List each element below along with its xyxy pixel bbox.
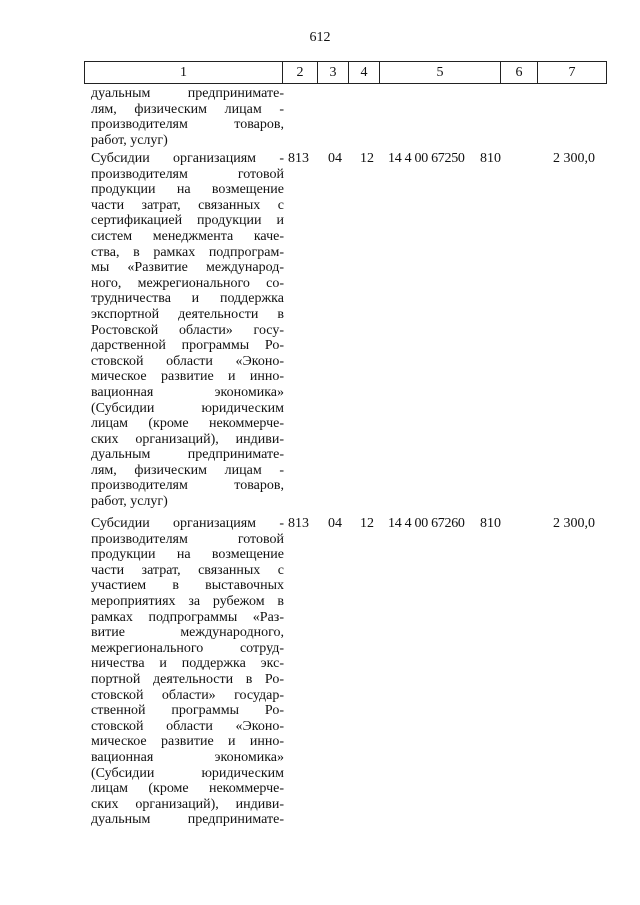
desc-line: мероприятиях за рубежом в [91, 593, 284, 609]
desc-line: ства, в рамках подпрограм- [91, 244, 284, 260]
desc-line: сертификацией продукции и [91, 213, 284, 229]
table-header [84, 61, 607, 84]
row-description [91, 516, 284, 828]
desc-line: мы «Развитие международ- [91, 260, 284, 276]
vr-code: 810 [480, 516, 501, 531]
desc-line: производителям товаров, [91, 117, 284, 133]
desc-line: работ, услуг) [91, 494, 168, 510]
header-col-3: 3 [318, 62, 349, 84]
desc-line: лицам (кроме некоммерче- [91, 416, 284, 432]
desc-line: трудничества и поддержка [91, 291, 284, 307]
pr-code: 12 [360, 151, 374, 166]
desc-line: вационная экономика» [91, 749, 284, 765]
sum-value: 2 300,0 [553, 151, 595, 166]
continuation-description [91, 86, 284, 148]
sum-value: 2 300,0 [553, 516, 595, 531]
desc-line: Субсидии организациям - [91, 151, 284, 166]
desc-line: рамках подпрограммы «Раз- [91, 609, 284, 625]
desc-line: мическое развитие и инно- [91, 734, 284, 750]
desc-line: дарственной программы Ро- [91, 338, 284, 354]
header-col-2: 2 [283, 62, 318, 84]
desc-line: ских организаций), индиви- [91, 796, 284, 812]
desc-line: ских организаций), индиви- [91, 431, 284, 447]
desc-line: лям, физическим лицам - [91, 462, 284, 478]
desc-line: вационная экономика» [91, 384, 284, 400]
desc-line: ного, межрегионального со- [91, 275, 284, 291]
header-col-1: 1 [85, 62, 283, 84]
desc-line: межрегионального сотруд- [91, 640, 284, 656]
desc-line: витие международного, [91, 625, 284, 641]
csr-code: 14 4 00 67260 [388, 516, 465, 531]
desc-line: лям, физическим лицам - [91, 101, 284, 117]
desc-line: стовской области» государ- [91, 687, 284, 703]
desc-line: продукции на возмещение [91, 547, 284, 563]
desc-line: дуальным предпринимате- [91, 812, 284, 828]
desc-line: дуальным предпринимате- [91, 86, 284, 101]
header-col-4: 4 [349, 62, 380, 84]
desc-line: стовской области «Эконо- [91, 718, 284, 734]
desc-line: продукции на возмещение [91, 182, 284, 198]
ved-code: 813 [288, 516, 309, 531]
desc-line: части затрат, связанных с [91, 562, 284, 578]
desc-line: мическое развитие и инно- [91, 369, 284, 385]
desc-line: Субсидии организациям - [91, 516, 284, 531]
desc-line: Ростовской области» госу- [91, 322, 284, 338]
desc-line: лицам (кроме некоммерче- [91, 781, 284, 797]
desc-line: производителям товаров, [91, 478, 284, 494]
rz-code: 04 [328, 151, 342, 166]
page-number: 612 [309, 30, 331, 45]
ved-code: 813 [288, 151, 309, 166]
desc-line: (Субсидии юридическим [91, 400, 284, 416]
desc-line: (Субсидии юридическим [91, 765, 284, 781]
rz-code: 04 [328, 516, 342, 531]
desc-line: работ, услуг) [91, 132, 168, 148]
header-col-7: 7 [538, 62, 607, 84]
row-description [91, 151, 284, 510]
desc-line: систем менеджмента каче- [91, 228, 284, 244]
header-col-5: 5 [380, 62, 501, 84]
desc-line: ничества и поддержка экс- [91, 656, 284, 672]
pr-code: 12 [360, 516, 374, 531]
desc-line: части затрат, связанных с [91, 197, 284, 213]
desc-line: экспортной деятельности в [91, 306, 284, 322]
desc-line: производителям готовой [91, 166, 284, 182]
desc-line: стовской области «Эконо- [91, 353, 284, 369]
desc-line: участием в выставочных [91, 578, 284, 594]
desc-line: портной деятельности в Ро- [91, 671, 284, 687]
vr-code: 810 [480, 151, 501, 166]
desc-line: дуальным предпринимате- [91, 447, 284, 463]
desc-line: производителям готовой [91, 531, 284, 547]
desc-line: ственной программы Ро- [91, 703, 284, 719]
csr-code: 14 4 00 67250 [388, 151, 465, 166]
header-col-6: 6 [501, 62, 538, 84]
